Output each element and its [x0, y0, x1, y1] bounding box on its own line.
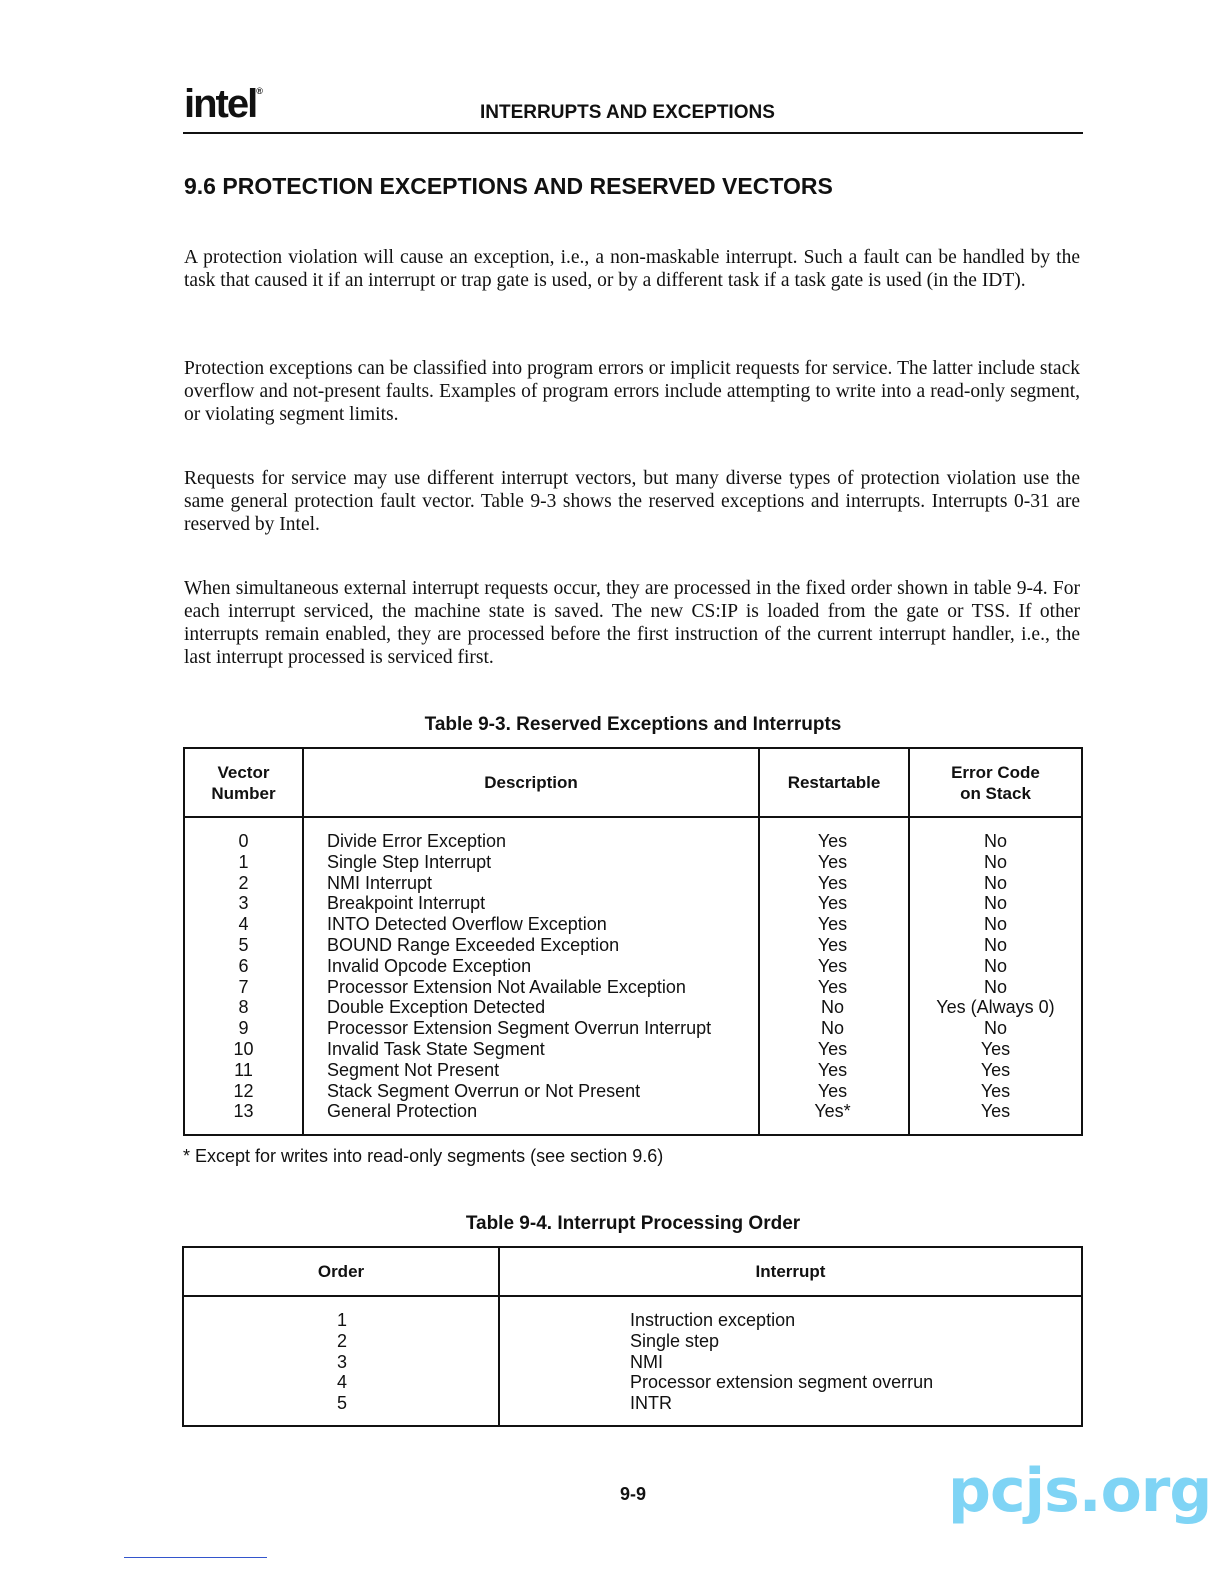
table-9-3-caption: Table 9-3. Reserved Exceptions and Interrupts	[424, 714, 842, 735]
order-column: 1 2 3 4 5	[336, 1310, 347, 1414]
error-code-column: No No No No No No No No Yes (Always 0) No Yes Yes Yes Yes	[936, 831, 1055, 1122]
paragraph-1: A protection violation will cause an exception, i.e., a non-maskable interrupt. Such a fault can be handled by the task that caused it if an interrupt or trap gate is used, or by a different task if a task gate is used (in the IDT).	[184, 247, 1080, 291]
description-column: Divide Error Exception Single Step Interrupt NMI Interrupt Breakpoint Interrupt INTO Detected Overflow Exception BOUND Range Exceeded Exception Invalid Opcode Exception Processor Extension Not Available Exception Double Exception Detected Processor Extension Segment Overrun Interrupt Invalid Task State Segment Segment Not Present Stack Segment Overrun or Not Present General Protection	[327, 831, 712, 1122]
header-vector-number: Vector Number	[211, 762, 276, 803]
bottom-rule	[124, 1557, 267, 1558]
page-number: 9-9	[619, 1484, 646, 1504]
paragraph-2: Protection exceptions can be classified into program errors or implicit requests for service. The latter include stack overflow and not-present faults. Examples of program errors include attempting to write into a read-only segment, or violating segment limits.	[184, 358, 1080, 425]
header-order: Order	[317, 1262, 365, 1281]
table-header-row	[185, 749, 1081, 818]
restartable-column: Yes Yes Yes Yes Yes Yes Yes Yes No No Yes Yes Yes Yes*	[814, 831, 851, 1122]
pcjs-watermark: pcjs.org	[948, 1456, 1212, 1526]
table-footnote: * Except for writes into read-only segments (see section 9.6)	[183, 1146, 664, 1166]
reserved-exceptions-table	[183, 747, 1083, 1136]
header-divider	[183, 132, 1083, 134]
interrupt-order-table	[182, 1246, 1083, 1427]
header-title: INTERRUPTS AND EXCEPTIONS	[480, 102, 775, 123]
table-9-4-caption: Table 9-4. Interrupt Processing Order	[465, 1213, 801, 1234]
interrupt-column: Instruction exception Single step NMI Processor extension segment overrun INTR	[630, 1310, 934, 1414]
table-header-row	[184, 1248, 1081, 1297]
header-restartable: Restartable	[787, 773, 881, 792]
header-interrupt: Interrupt	[755, 1262, 826, 1281]
header-description: Description	[484, 773, 578, 792]
column-divider	[302, 749, 304, 1134]
paragraph-4: When simultaneous external interrupt requests occur, they are processed in the fixed order shown in table 9-4. For each interrupt serviced, the machine state is saved. The new CS:IP is loaded from the gate or TSS. If other interrupts remain enabled, they are processed before the first instruction of the current interrupt handler, i.e., the last interrupt processed is serviced first.	[184, 578, 1080, 668]
paragraph-3: Requests for service may use different interrupt vectors, but many diverse types of protection violation use the same general protection fault vector. Table 9-3 shows the reserved exceptions and interrupts. Interrupts 0-31 are reserved by Intel.	[184, 468, 1080, 535]
intel-logo: intel®	[184, 82, 261, 126]
vector-number-column: 0 1 2 3 4 5 6 7 8 9 10 11 12 13	[233, 831, 254, 1122]
header-error-code: Error Code on Stack	[951, 762, 1040, 803]
section-title: 9.6 PROTECTION EXCEPTIONS AND RESERVED VECTORS	[184, 173, 833, 199]
